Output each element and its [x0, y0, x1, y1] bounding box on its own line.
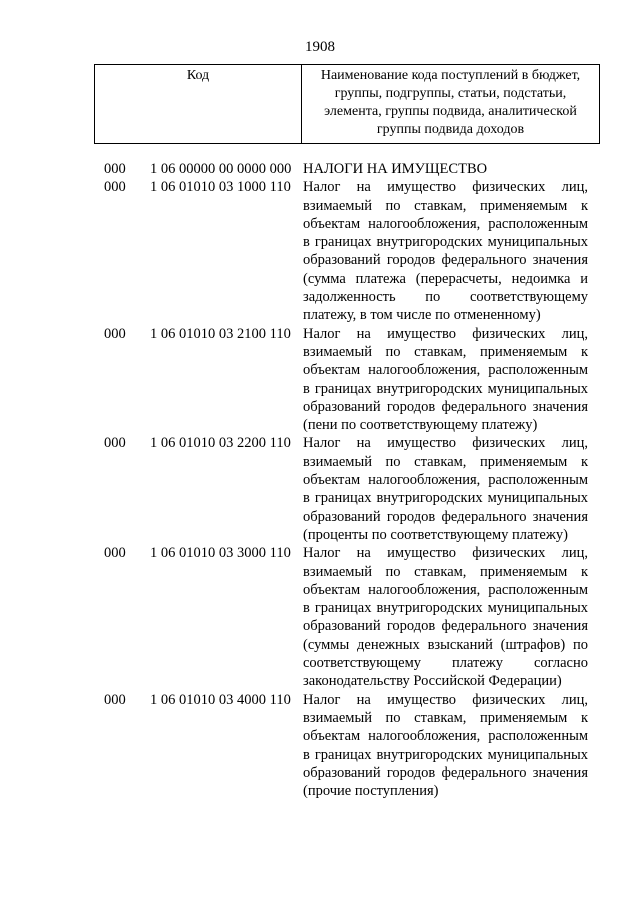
income-name-line: взимаемый по ставкам, применяемым к [303, 343, 588, 360]
page-number: 1908 [305, 39, 335, 55]
income-name [303, 544, 588, 690]
header-name-line: группы подвида доходов [376, 122, 525, 137]
table-row [0, 325, 640, 435]
income-name-line: Налог на имущество физических лиц, [303, 691, 588, 708]
income-name-line: образований городов федерального значения [303, 252, 588, 269]
income-code-list [0, 160, 640, 800]
table-row [0, 160, 640, 178]
admin-code: 000 [104, 691, 126, 708]
income-code: 1 06 01010 03 4000 110 [150, 691, 291, 708]
table-row [0, 178, 640, 324]
income-name-line: соответствующему платежу согласно [303, 655, 588, 672]
income-name-line: образований городов федерального значения [303, 508, 588, 525]
table-header [94, 64, 600, 144]
income-name-line: в границах внутригородских муниципальных [303, 234, 588, 251]
header-name-line: Наименование кода поступлений в бюджет, [320, 68, 581, 83]
income-name-line: задолженность по соответствующему [303, 289, 588, 306]
admin-code: 000 [104, 545, 126, 562]
income-name-line: взимаемый по ставкам, применяемым к [303, 197, 588, 214]
income-name-line: (проценты по соответствующему платежу) [303, 526, 568, 543]
income-name [303, 160, 588, 178]
admin-code: 000 [104, 179, 126, 196]
income-name [303, 691, 588, 801]
income-name-line: Налог на имущество физических лиц, [303, 435, 588, 452]
admin-code: 000 [104, 435, 126, 452]
header-code-cell: Код [95, 65, 302, 144]
income-name [303, 325, 588, 435]
income-name [303, 434, 588, 544]
header-name-line: элемента, группы подвида, аналитической [324, 104, 577, 119]
income-name-line: образований городов федерального значения [303, 618, 588, 635]
income-name-line: объектам налогообложения, расположенным [303, 362, 588, 379]
income-code: 1 06 01010 03 2200 110 [150, 435, 291, 452]
income-name-line: объектам налогообложения, расположенным [303, 728, 588, 745]
income-name-line: Налог на имущество физических лиц, [303, 179, 588, 196]
income-code: 1 06 00000 00 0000 000 [150, 161, 292, 177]
income-name-line: объектам налогообложения, расположенным [303, 472, 588, 489]
income-name-line: образований городов федерального значения [303, 398, 588, 415]
income-name-line: объектам налогообложения, расположенным [303, 215, 588, 232]
income-name-line: (прочие поступления) [303, 783, 439, 800]
income-name-line: взимаемый по ставкам, применяемым к [303, 709, 588, 726]
header-name-cell [302, 65, 600, 144]
income-name-line: платежу, в том числе по отмененному) [303, 307, 541, 324]
income-name-line: (суммы денежных взысканий (штрафов) по [303, 636, 588, 653]
table-row [0, 691, 640, 801]
admin-code: 000 [104, 325, 126, 342]
table-row [0, 544, 640, 690]
income-name-line: Налог на имущество физических лиц, [303, 545, 588, 562]
income-code: 1 06 01010 03 2100 110 [150, 325, 291, 342]
table-row [0, 434, 640, 544]
income-name-line: взимаемый по ставкам, применяемым к [303, 453, 588, 470]
income-name-line: в границах внутригородских муниципальных [303, 746, 588, 763]
income-name-line: в границах внутригородских муниципальных [303, 380, 588, 397]
income-name-line: взимаемый по ставкам, применяемым к [303, 563, 588, 580]
header-name-line: группы, подгруппы, статьи, подстатьи, [334, 86, 567, 101]
income-code: 1 06 01010 03 1000 110 [150, 179, 291, 196]
income-code: 1 06 01010 03 3000 110 [150, 545, 291, 562]
income-name-line: Налог на имущество физических лиц, [303, 325, 588, 342]
income-name-line: (пени по соответствующему платежу) [303, 417, 538, 434]
income-name-line: законодательству Российской Федерации) [303, 673, 562, 690]
income-name-line: в границах внутригородских муниципальных [303, 490, 588, 507]
income-name [303, 178, 588, 324]
income-name-line: объектам налогообложения, расположенным [303, 581, 588, 598]
income-name-line: (сумма платежа (перерасчеты, недоимка и [303, 270, 588, 287]
income-name-line: образований городов федерального значения [303, 764, 588, 781]
income-name-line: НАЛОГИ НА ИМУЩЕСТВО [303, 161, 488, 177]
admin-code: 000 [104, 161, 126, 177]
income-name-line: в границах внутригородских муниципальных [303, 600, 588, 617]
